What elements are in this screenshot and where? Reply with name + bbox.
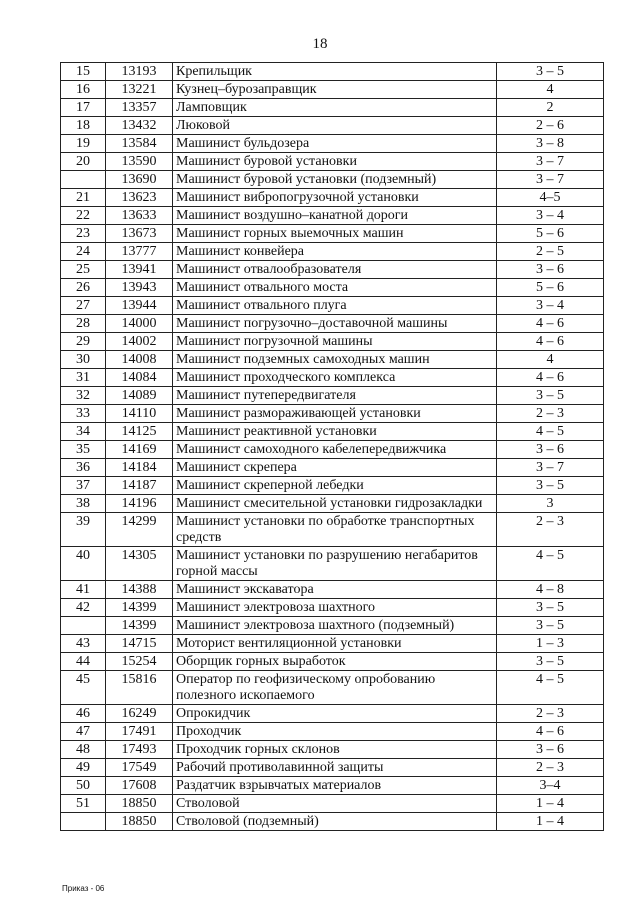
profession-name: Машинист установки по обработке транспортных средств <box>173 513 497 547</box>
profession-code: 14125 <box>106 423 173 441</box>
row-number: 26 <box>61 279 106 297</box>
profession-code: 14000 <box>106 315 173 333</box>
profession-name: Машинист буровой установки <box>173 153 497 171</box>
profession-name: Машинист подземных самоходных машин <box>173 351 497 369</box>
grade-range: 4 – 6 <box>497 723 604 741</box>
grade-range: 2 – 3 <box>497 759 604 777</box>
profession-name: Машинист самоходного кабелепередвижчика <box>173 441 497 459</box>
grade-range: 4 <box>497 351 604 369</box>
profession-code: 14002 <box>106 333 173 351</box>
row-number: 21 <box>61 189 106 207</box>
row-number: 41 <box>61 581 106 599</box>
grade-range: 4 – 6 <box>497 333 604 351</box>
footer-note: Приказ - 06 <box>62 884 105 893</box>
table-row <box>61 81 604 99</box>
row-number: 27 <box>61 297 106 315</box>
table-row <box>61 459 604 477</box>
profession-code: 14187 <box>106 477 173 495</box>
profession-name: Стволовой <box>173 795 497 813</box>
table-row <box>61 351 604 369</box>
grade-range: 2 – 3 <box>497 705 604 723</box>
profession-name: Машинист проходческого комплекса <box>173 369 497 387</box>
profession-code: 14169 <box>106 441 173 459</box>
grade-range: 3–4 <box>497 777 604 795</box>
profession-name: Машинист установки по разрушению негабаритов горной массы <box>173 547 497 581</box>
profession-code: 13777 <box>106 243 173 261</box>
table-row <box>61 117 604 135</box>
grade-range: 5 – 6 <box>497 225 604 243</box>
profession-name: Машинист путепередвигателя <box>173 387 497 405</box>
row-number: 15 <box>61 63 106 81</box>
profession-code: 14399 <box>106 599 173 617</box>
table-row <box>61 423 604 441</box>
row-number: 37 <box>61 477 106 495</box>
row-number: 43 <box>61 635 106 653</box>
profession-code: 18850 <box>106 813 173 831</box>
profession-code: 15816 <box>106 671 173 705</box>
table-row <box>61 99 604 117</box>
table-row <box>61 617 604 635</box>
grade-range: 4 <box>497 81 604 99</box>
profession-code: 13221 <box>106 81 173 99</box>
row-number: 20 <box>61 153 106 171</box>
row-number: 44 <box>61 653 106 671</box>
grade-range: 2 – 6 <box>497 117 604 135</box>
row-number: 29 <box>61 333 106 351</box>
table-row <box>61 705 604 723</box>
table-row <box>61 441 604 459</box>
profession-name: Машинист скрепера <box>173 459 497 477</box>
profession-code: 17608 <box>106 777 173 795</box>
table-row <box>61 189 604 207</box>
table-row <box>61 777 604 795</box>
profession-name: Машинист бульдозера <box>173 135 497 153</box>
row-number: 30 <box>61 351 106 369</box>
row-number: 23 <box>61 225 106 243</box>
profession-code: 13944 <box>106 297 173 315</box>
grade-range: 4 – 5 <box>497 547 604 581</box>
profession-code: 14399 <box>106 617 173 635</box>
profession-name: Машинист вибропогрузочной установки <box>173 189 497 207</box>
profession-code: 13941 <box>106 261 173 279</box>
profession-name: Машинист буровой установки (подземный) <box>173 171 497 189</box>
profession-code: 17493 <box>106 741 173 759</box>
profession-code: 16249 <box>106 705 173 723</box>
profession-name: Люковой <box>173 117 497 135</box>
profession-name: Машинист погрузочно–доставочной машины <box>173 315 497 333</box>
grade-range: 3 – 5 <box>497 617 604 635</box>
profession-code: 13193 <box>106 63 173 81</box>
profession-name: Крепильщик <box>173 63 497 81</box>
profession-name: Моторист вентиляционной установки <box>173 635 497 653</box>
row-number: 33 <box>61 405 106 423</box>
grade-range: 3 – 7 <box>497 153 604 171</box>
profession-name: Машинист горных выемочных машин <box>173 225 497 243</box>
profession-code: 13673 <box>106 225 173 243</box>
table-row <box>61 135 604 153</box>
row-number: 36 <box>61 459 106 477</box>
grade-range: 4–5 <box>497 189 604 207</box>
profession-code: 13690 <box>106 171 173 189</box>
profession-code: 14184 <box>106 459 173 477</box>
grade-range: 2 <box>497 99 604 117</box>
profession-code: 14084 <box>106 369 173 387</box>
profession-name: Машинист экскаватора <box>173 581 497 599</box>
row-number: 17 <box>61 99 106 117</box>
table-row <box>61 477 604 495</box>
grade-range: 4 – 5 <box>497 671 604 705</box>
grade-range: 3 <box>497 495 604 513</box>
row-number: 32 <box>61 387 106 405</box>
table-row <box>61 741 604 759</box>
table-row <box>61 207 604 225</box>
row-number: 18 <box>61 117 106 135</box>
row-number: 48 <box>61 741 106 759</box>
grade-range: 3 – 5 <box>497 653 604 671</box>
grade-range: 3 – 5 <box>497 599 604 617</box>
profession-name: Машинист скреперной лебедки <box>173 477 497 495</box>
table-row <box>61 63 604 81</box>
profession-code: 17491 <box>106 723 173 741</box>
profession-name: Опрокидчик <box>173 705 497 723</box>
grade-range: 3 – 4 <box>497 297 604 315</box>
row-number: 40 <box>61 547 106 581</box>
table-row <box>61 547 604 581</box>
profession-name: Машинист размораживающей установки <box>173 405 497 423</box>
profession-name: Машинист смесительной установки гидрозакладки <box>173 495 497 513</box>
profession-name: Машинист воздушно–канатной дороги <box>173 207 497 225</box>
grade-range: 3 – 6 <box>497 441 604 459</box>
row-number: 42 <box>61 599 106 617</box>
table-row <box>61 723 604 741</box>
profession-name: Оператор по геофизическому опробованию полезного ископаемого <box>173 671 497 705</box>
profession-code: 14299 <box>106 513 173 547</box>
profession-code: 13623 <box>106 189 173 207</box>
row-number: 51 <box>61 795 106 813</box>
profession-code: 14110 <box>106 405 173 423</box>
table-row <box>61 153 604 171</box>
profession-code: 13590 <box>106 153 173 171</box>
profession-name: Ламповщик <box>173 99 497 117</box>
grade-range: 3 – 8 <box>497 135 604 153</box>
grade-range: 3 – 4 <box>497 207 604 225</box>
profession-name: Проходчик горных склонов <box>173 741 497 759</box>
row-number: 45 <box>61 671 106 705</box>
table-row <box>61 369 604 387</box>
table-row <box>61 671 604 705</box>
profession-name: Рабочий противолавинной защиты <box>173 759 497 777</box>
row-number: 50 <box>61 777 106 795</box>
row-number: 46 <box>61 705 106 723</box>
grade-range: 4 – 8 <box>497 581 604 599</box>
table-row <box>61 333 604 351</box>
profession-code: 13432 <box>106 117 173 135</box>
profession-code: 14715 <box>106 635 173 653</box>
profession-code: 13633 <box>106 207 173 225</box>
profession-name: Машинист погрузочной машины <box>173 333 497 351</box>
professions-table <box>60 62 604 831</box>
row-number <box>61 813 106 831</box>
grade-range: 3 – 5 <box>497 387 604 405</box>
profession-code: 18850 <box>106 795 173 813</box>
table-row <box>61 387 604 405</box>
grade-range: 2 – 3 <box>497 405 604 423</box>
profession-name: Кузнец–бурозаправщик <box>173 81 497 99</box>
grade-range: 3 – 6 <box>497 741 604 759</box>
profession-name: Машинист конвейера <box>173 243 497 261</box>
row-number: 22 <box>61 207 106 225</box>
profession-name: Машинист отвалообразователя <box>173 261 497 279</box>
table-row <box>61 759 604 777</box>
grade-range: 2 – 5 <box>497 243 604 261</box>
grade-range: 1 – 3 <box>497 635 604 653</box>
row-number: 35 <box>61 441 106 459</box>
table-row <box>61 315 604 333</box>
grade-range: 3 – 5 <box>497 63 604 81</box>
grade-range: 1 – 4 <box>497 813 604 831</box>
profession-code: 14008 <box>106 351 173 369</box>
table-row <box>61 599 604 617</box>
row-number: 28 <box>61 315 106 333</box>
profession-code: 17549 <box>106 759 173 777</box>
row-number: 19 <box>61 135 106 153</box>
profession-name: Стволовой (подземный) <box>173 813 497 831</box>
grade-range: 3 – 5 <box>497 477 604 495</box>
row-number: 38 <box>61 495 106 513</box>
table-row <box>61 795 604 813</box>
grade-range: 4 – 6 <box>497 315 604 333</box>
row-number: 34 <box>61 423 106 441</box>
page-number: 18 <box>312 36 328 52</box>
row-number <box>61 171 106 189</box>
profession-name: Машинист электровоза шахтного (подземный) <box>173 617 497 635</box>
grade-range: 3 – 7 <box>497 459 604 477</box>
profession-code: 13584 <box>106 135 173 153</box>
grade-range: 5 – 6 <box>497 279 604 297</box>
grade-range: 1 – 4 <box>497 795 604 813</box>
profession-code: 13943 <box>106 279 173 297</box>
grade-range: 4 – 6 <box>497 369 604 387</box>
table-row <box>61 279 604 297</box>
grade-range: 2 – 3 <box>497 513 604 547</box>
profession-code: 14196 <box>106 495 173 513</box>
grade-range: 3 – 7 <box>497 171 604 189</box>
grade-range: 3 – 6 <box>497 261 604 279</box>
profession-code: 14388 <box>106 581 173 599</box>
grade-range: 4 – 5 <box>497 423 604 441</box>
profession-name: Оборщик горных выработок <box>173 653 497 671</box>
row-number: 24 <box>61 243 106 261</box>
profession-name: Машинист отвального моста <box>173 279 497 297</box>
row-number <box>61 617 106 635</box>
table-row <box>61 635 604 653</box>
table-body <box>61 63 604 831</box>
row-number: 47 <box>61 723 106 741</box>
profession-code: 13357 <box>106 99 173 117</box>
table-row <box>61 261 604 279</box>
row-number: 39 <box>61 513 106 547</box>
table-row <box>61 405 604 423</box>
row-number: 16 <box>61 81 106 99</box>
table-row <box>61 813 604 831</box>
table-row <box>61 225 604 243</box>
table-row <box>61 513 604 547</box>
profession-name: Машинист отвального плуга <box>173 297 497 315</box>
profession-name: Машинист электровоза шахтного <box>173 599 497 617</box>
profession-code: 14089 <box>106 387 173 405</box>
row-number: 25 <box>61 261 106 279</box>
table-row <box>61 581 604 599</box>
profession-name: Раздатчик взрывчатых материалов <box>173 777 497 795</box>
table-row <box>61 243 604 261</box>
row-number: 31 <box>61 369 106 387</box>
profession-name: Машинист реактивной установки <box>173 423 497 441</box>
profession-code: 14305 <box>106 547 173 581</box>
row-number: 49 <box>61 759 106 777</box>
profession-code: 15254 <box>106 653 173 671</box>
table-row <box>61 171 604 189</box>
table-row <box>61 297 604 315</box>
table-row <box>61 495 604 513</box>
table-row <box>61 653 604 671</box>
profession-name: Проходчик <box>173 723 497 741</box>
